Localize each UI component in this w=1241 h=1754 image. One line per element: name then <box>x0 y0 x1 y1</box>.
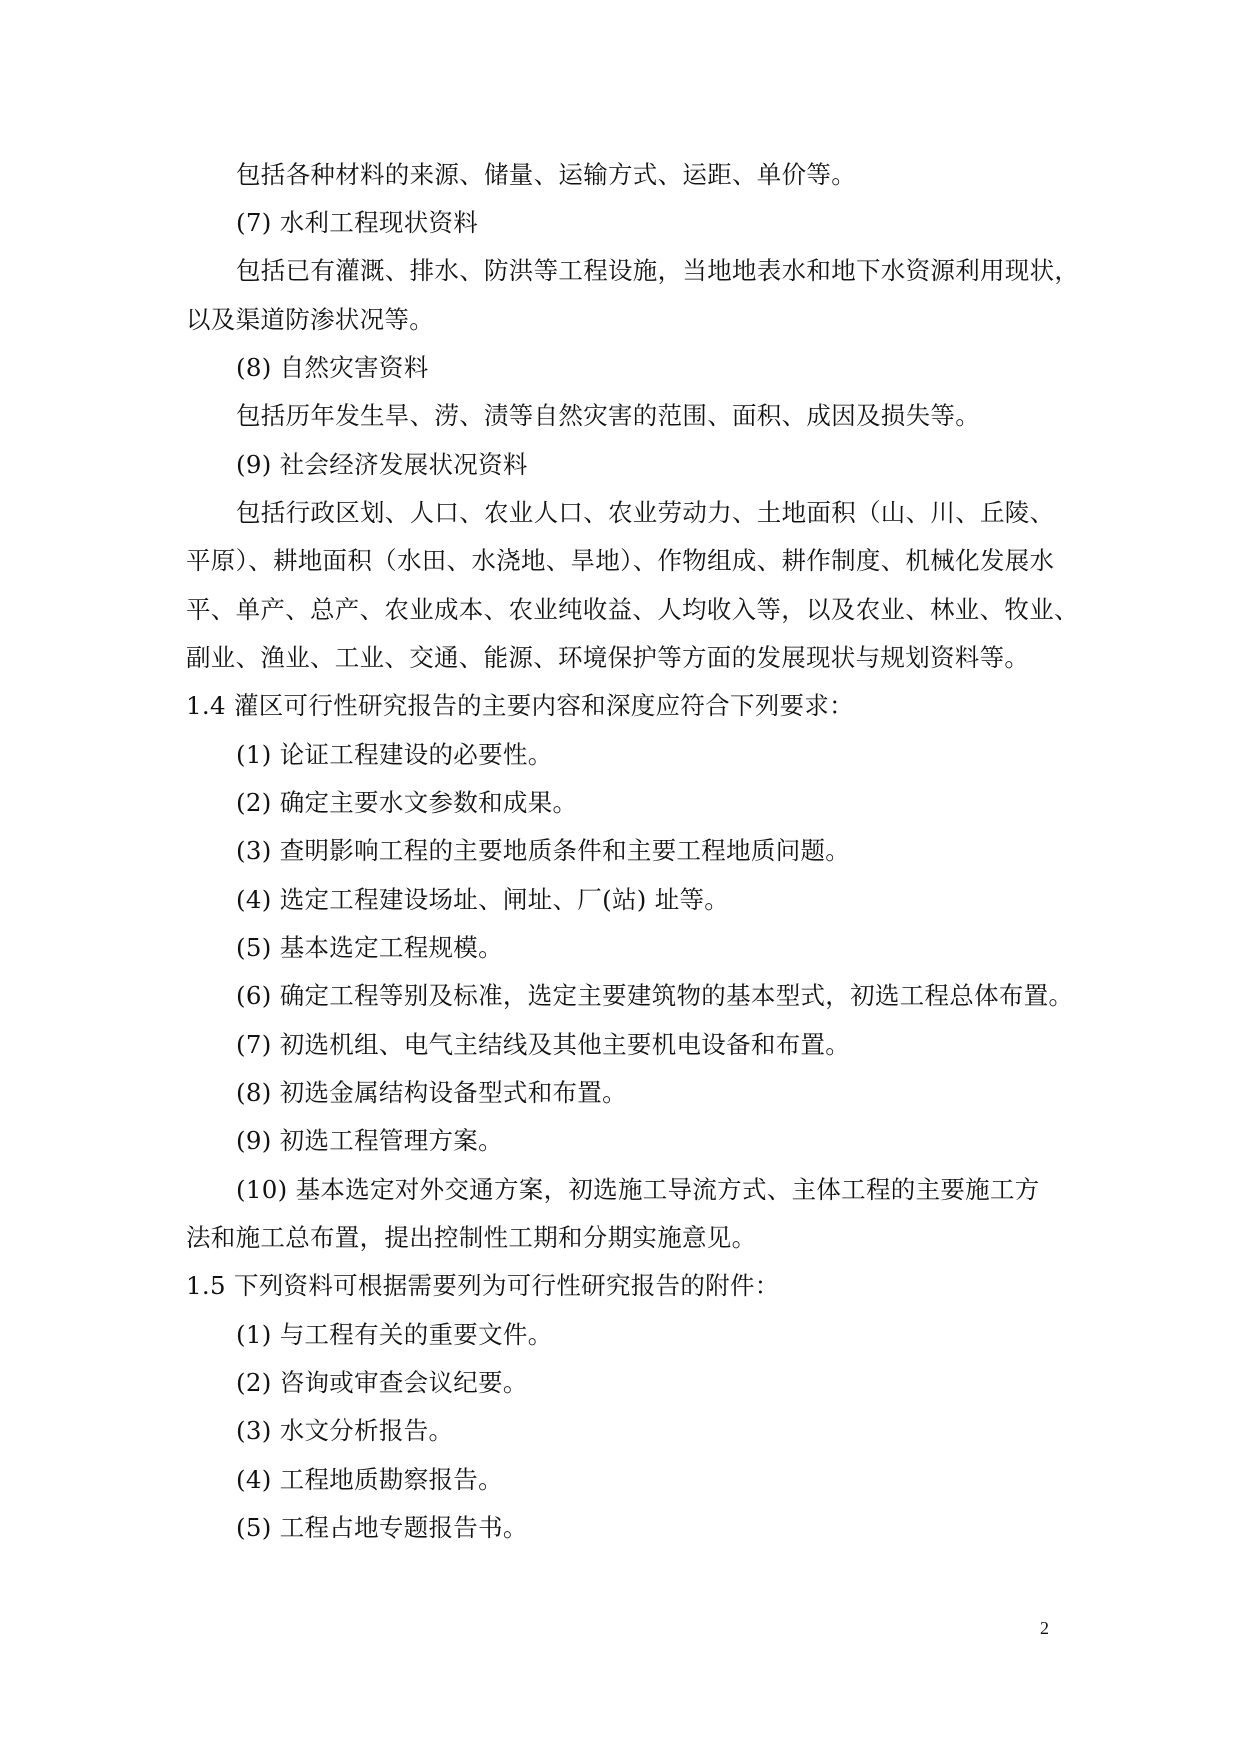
section-heading: 1.4 灌区可行性研究报告的主要内容和深度应符合下列要求： <box>186 691 854 720</box>
text-line: (8) 自然灾害资料 <box>236 353 429 382</box>
text-line: (4) 选定工程建设场址、闸址、厂(站) 址等。 <box>236 885 730 914</box>
text-line: (2) 咨询或审查会议纪要。 <box>236 1368 528 1397</box>
text-line: (1) 与工程有关的重要文件。 <box>236 1320 553 1349</box>
text-line: (5) 工程占地专题报告书。 <box>236 1513 528 1542</box>
text-line: (10) 基本选定对外交通方案，初选施工导流方式、主体工程的主要施工方 <box>236 1175 1040 1204</box>
text-line: (5) 基本选定工程规模。 <box>236 933 503 962</box>
text-line: (4) 工程地质勘察报告。 <box>236 1465 503 1494</box>
text-line: (9) 社会经济发展状况资料 <box>236 450 528 479</box>
text-line: (3) 查明影响工程的主要地质条件和主要工程地质问题。 <box>236 836 851 865</box>
text-line: 包括历年发生旱、涝、渍等自然灾害的范围、面积、成因及损失等。 <box>236 401 980 430</box>
text-line: (2) 确定主要水文参数和成果。 <box>236 788 578 817</box>
text-line: (7) 初选机组、电气主结线及其他主要机电设备和布置。 <box>236 1030 851 1059</box>
text-line: (8) 初选金属结构设备型式和布置。 <box>236 1078 627 1107</box>
text-line: 平、单产、总产、农业成本、农业纯收益、人均收入等，以及农业、林业、牧业、 <box>186 595 1079 624</box>
text-line: 以及渠道防渗状况等。 <box>186 305 434 334</box>
text-line: 平原）、耕地面积（水田、水浇地、旱地）、作物组成、耕作制度、机械化发展水 <box>186 546 1055 575</box>
text-line: 包括各种材料的来源、储量、运输方式、运距、单价等。 <box>236 160 856 189</box>
text-line: (3) 水文分析报告。 <box>236 1416 454 1445</box>
text-line: (9) 初选工程管理方案。 <box>236 1126 503 1155</box>
text-line: (7) 水利工程现状资料 <box>236 208 479 237</box>
text-line: 副业、渔业、工业、交通、能源、环境保护等方面的发展现状与规划资料等。 <box>186 643 1030 672</box>
text-line: 法和施工总布置，提出控制性工期和分期实施意见。 <box>186 1223 757 1252</box>
text-line: (1) 论证工程建设的必要性。 <box>236 740 553 769</box>
page-number: 2 <box>1040 1618 1049 1638</box>
text-line: 包括行政区划、人口、农业人口、农业劳动力、土地面积（山、川、丘陵、 <box>236 498 1055 527</box>
section-heading: 1.5 下列资料可根据需要列为可行性研究报告的附件： <box>186 1271 780 1300</box>
text-line: 包括已有灌溉、排水、防洪等工程设施，当地地表水和地下水资源利用现状， <box>236 256 1080 285</box>
text-line: (6) 确定工程等别及标准，选定主要建筑物的基本型式，初选工程总体布置。 <box>236 981 1074 1010</box>
